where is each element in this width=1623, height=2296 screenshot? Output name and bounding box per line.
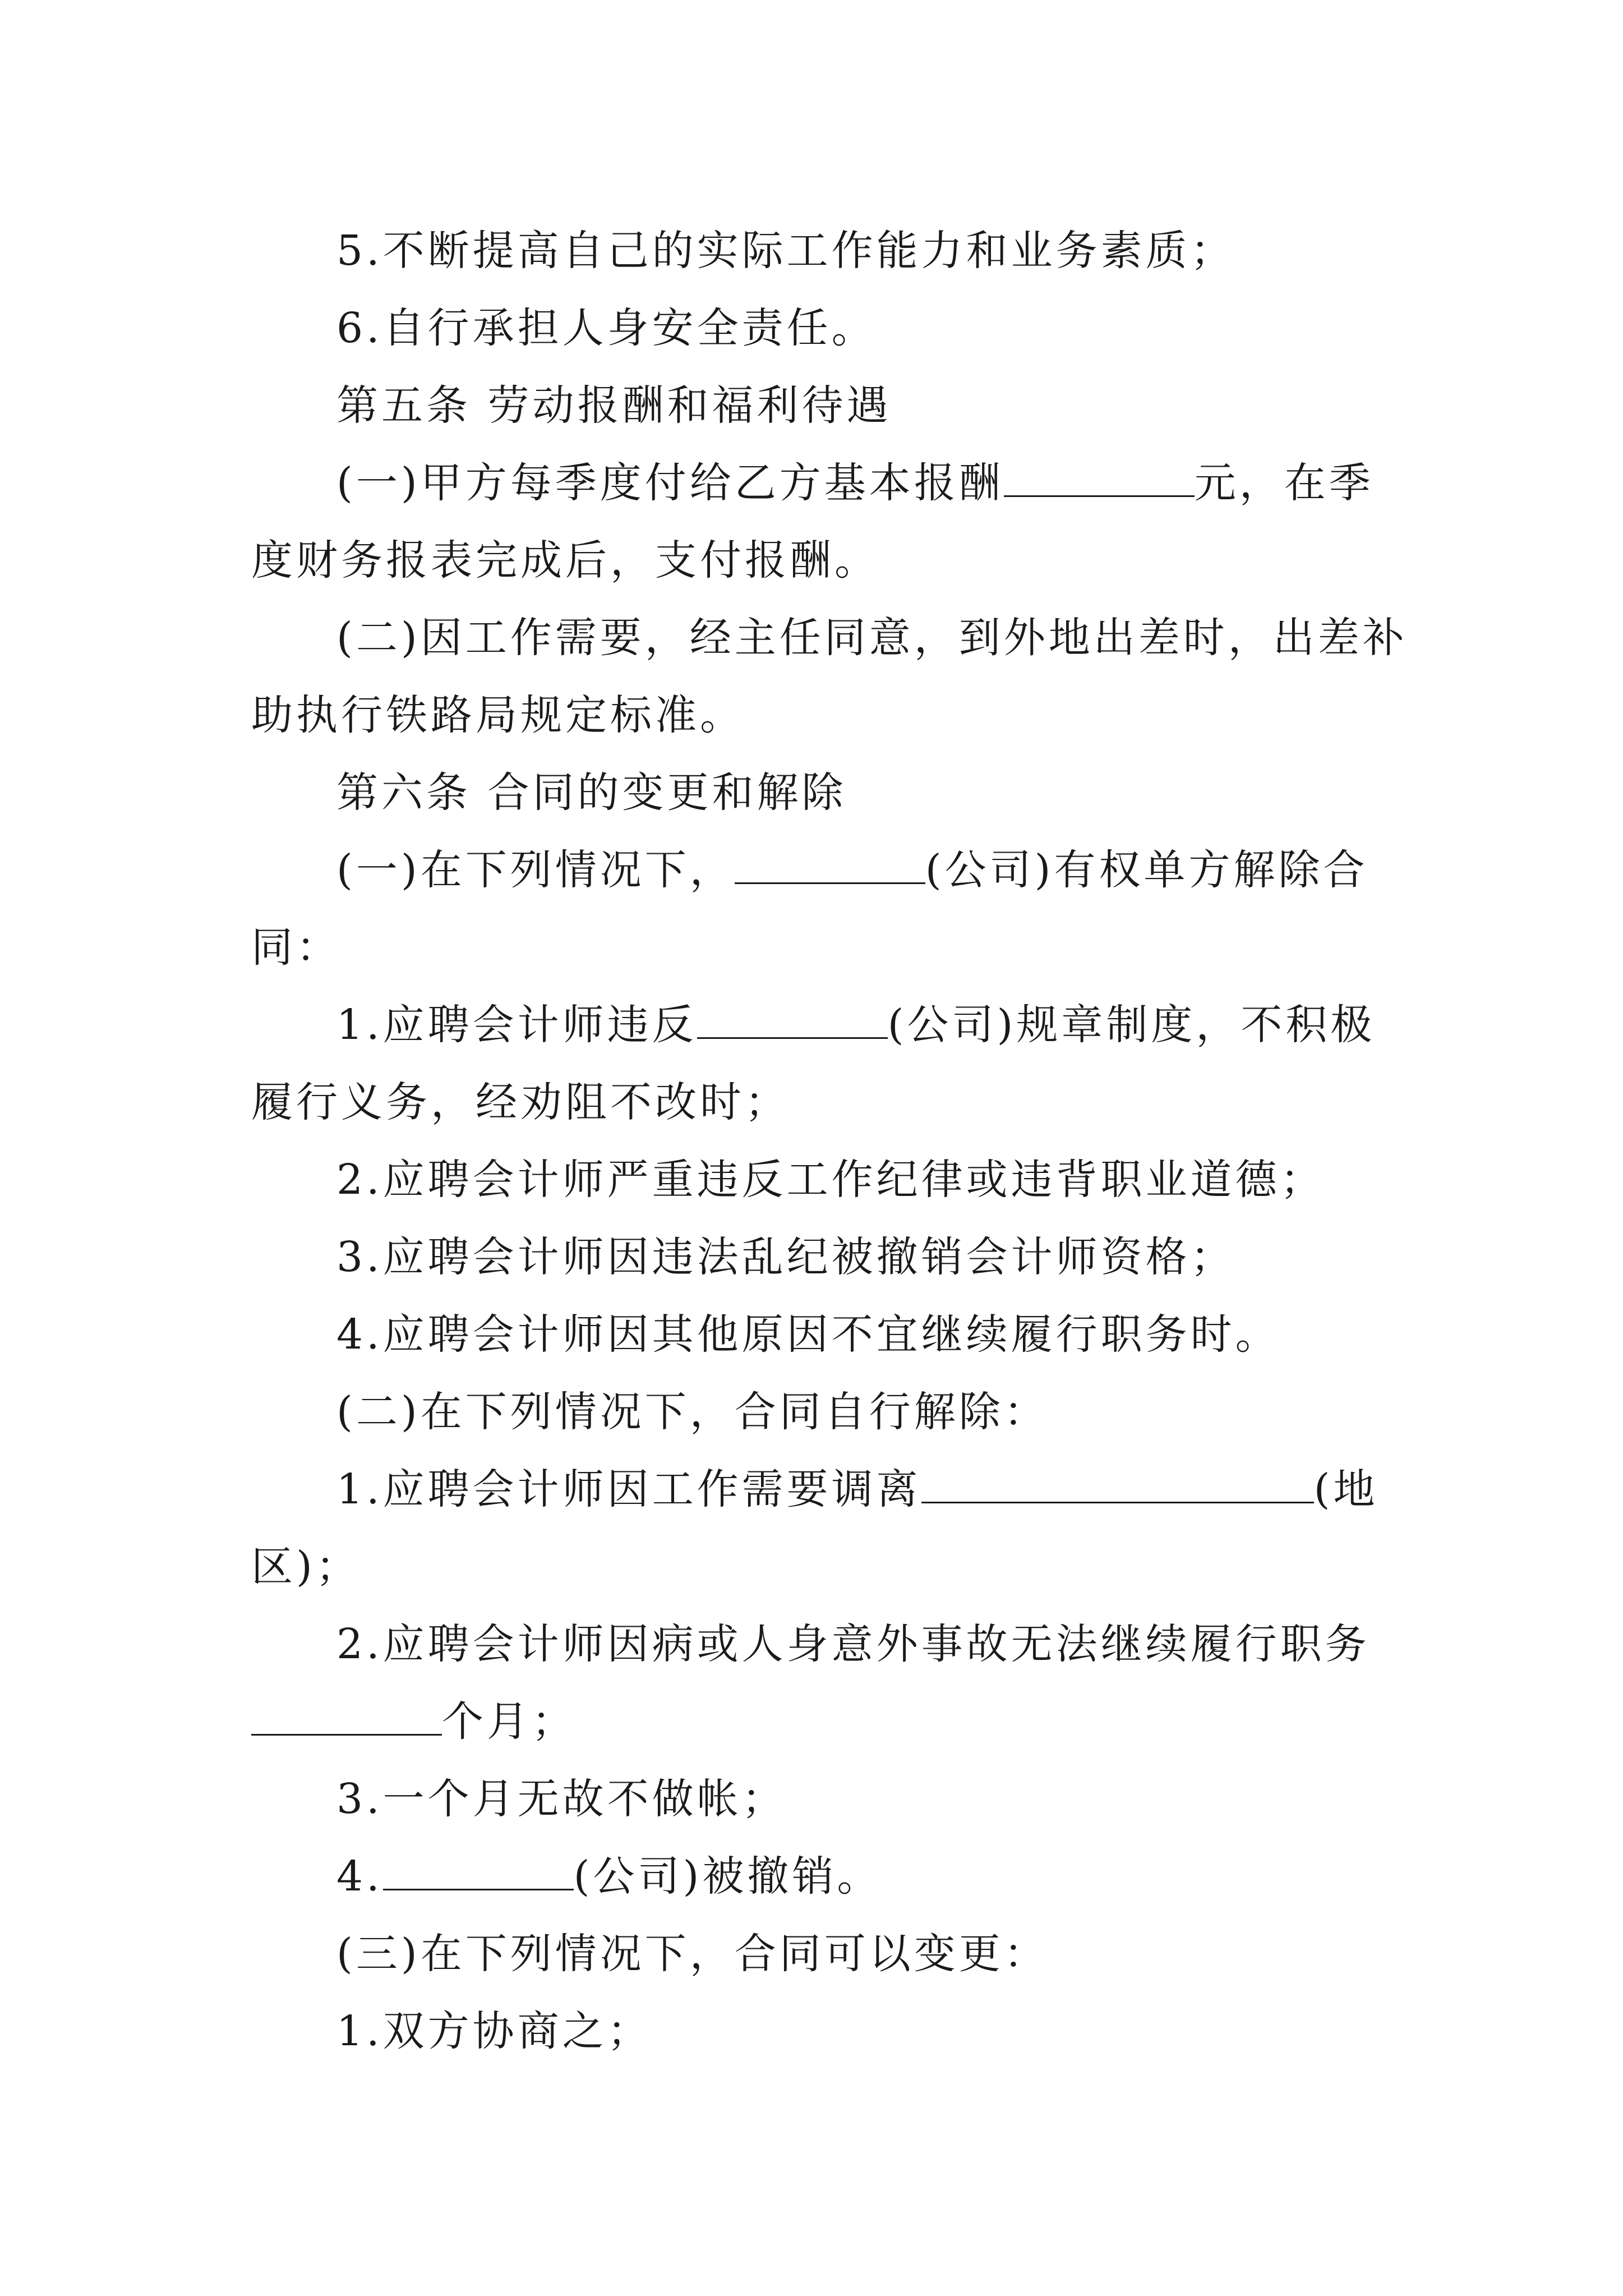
clause-6-1-item-1-line-2: [251, 1064, 1378, 1141]
blank-field-company[interactable]: [735, 848, 925, 884]
text: (地: [1313, 1465, 1378, 1513]
blank-field-months[interactable]: [251, 1699, 442, 1736]
text: 元，在季: [1194, 459, 1374, 507]
clause-5-1-line-1: [251, 444, 1378, 522]
text: (一)甲方每季度付给乙方基本报酬: [336, 459, 1004, 507]
blank-field-company[interactable]: [697, 1002, 888, 1039]
text: (公司)被撤销。: [573, 1852, 882, 1901]
clause-6-2-item-3: [251, 1760, 1378, 1838]
text: 度财务报表完成后，支付报酬。: [251, 536, 879, 585]
clause-6-1-item-3: [251, 1218, 1378, 1296]
text: 4.应聘会计师因其他原因不宜继续履行职务时。: [336, 1310, 1280, 1359]
clause-6-3-item-1: [251, 1993, 1378, 2070]
clause-6-1-line-2: [251, 909, 1378, 986]
clause-5-1-line-2: [251, 522, 1378, 599]
clause-6-1-item-4: [251, 1296, 1378, 1373]
list-item-5: [251, 212, 1378, 289]
blank-field-region[interactable]: [921, 1467, 1314, 1503]
text: 2.应聘会计师因病或人身意外事故无法继续履行职务: [336, 1620, 1370, 1668]
text: 2.应聘会计师严重违反工作纪律或违背职业道德；: [336, 1156, 1325, 1204]
article-5-heading: [251, 367, 1378, 444]
text: 1.应聘会计师违反: [336, 1001, 697, 1049]
text: 5.不断提高自己的实际工作能力和业务素质；: [336, 227, 1235, 275]
clause-6-2: [251, 1373, 1378, 1451]
clause-6-2-item-2-line-1: [251, 1605, 1378, 1683]
text: 区)；: [251, 1543, 361, 1591]
blank-field-company[interactable]: [383, 1854, 574, 1890]
text: (二)在下列情况下，合同自行解除：: [336, 1388, 1049, 1436]
text: (三)在下列情况下，合同可以变更：: [336, 1930, 1049, 1978]
blank-field-remuneration[interactable]: [1004, 461, 1195, 497]
clause-6-2-item-1-line-1: [251, 1451, 1378, 1528]
text: 6.自行承担人身安全责任。: [336, 304, 877, 352]
text: 履行义务，经劝阻不改时；: [251, 1078, 790, 1126]
text: 1.应聘会计师因工作需要调离: [336, 1465, 921, 1513]
text: (二)因工作需要，经主任同意，到外地出差时，出差补: [336, 614, 1408, 662]
clause-6-1-item-1-line-1: [251, 986, 1378, 1064]
text: 第五条 劳动报酬和福利待遇: [336, 381, 892, 430]
clause-6-1-item-2: [251, 1141, 1378, 1218]
clause-5-2-line-2: [251, 677, 1378, 754]
text: 3.应聘会计师因违法乱纪被撤销会计师资格；: [336, 1233, 1235, 1281]
text: (一)在下列情况下，: [336, 846, 735, 894]
text: 助执行铁路局规定标准。: [251, 691, 745, 739]
clause-6-2-item-1-line-2: [251, 1528, 1378, 1605]
clause-6-3: [251, 1915, 1378, 1993]
clause-5-2-line-1: [251, 599, 1408, 677]
text: 3.一个月无故不做帐；: [336, 1775, 787, 1823]
text: 1.双方协商之；: [336, 2007, 652, 2055]
clause-6-1-line-1: [251, 831, 1378, 909]
text: 同：: [251, 923, 341, 972]
text: 第六条 合同的变更和解除: [336, 769, 847, 817]
text: (公司)有权单方解除合: [925, 846, 1368, 894]
document-body: [251, 212, 1408, 2070]
text: 个月；: [442, 1697, 577, 1746]
article-6-heading: [251, 754, 1378, 831]
clause-6-2-item-2-line-2: [251, 1683, 1378, 1760]
text: 4.: [336, 1852, 383, 1901]
clause-6-2-item-4: [251, 1838, 1378, 1915]
text: (公司)规章制度，不积极: [887, 1001, 1376, 1049]
list-item-6: [251, 289, 1378, 367]
